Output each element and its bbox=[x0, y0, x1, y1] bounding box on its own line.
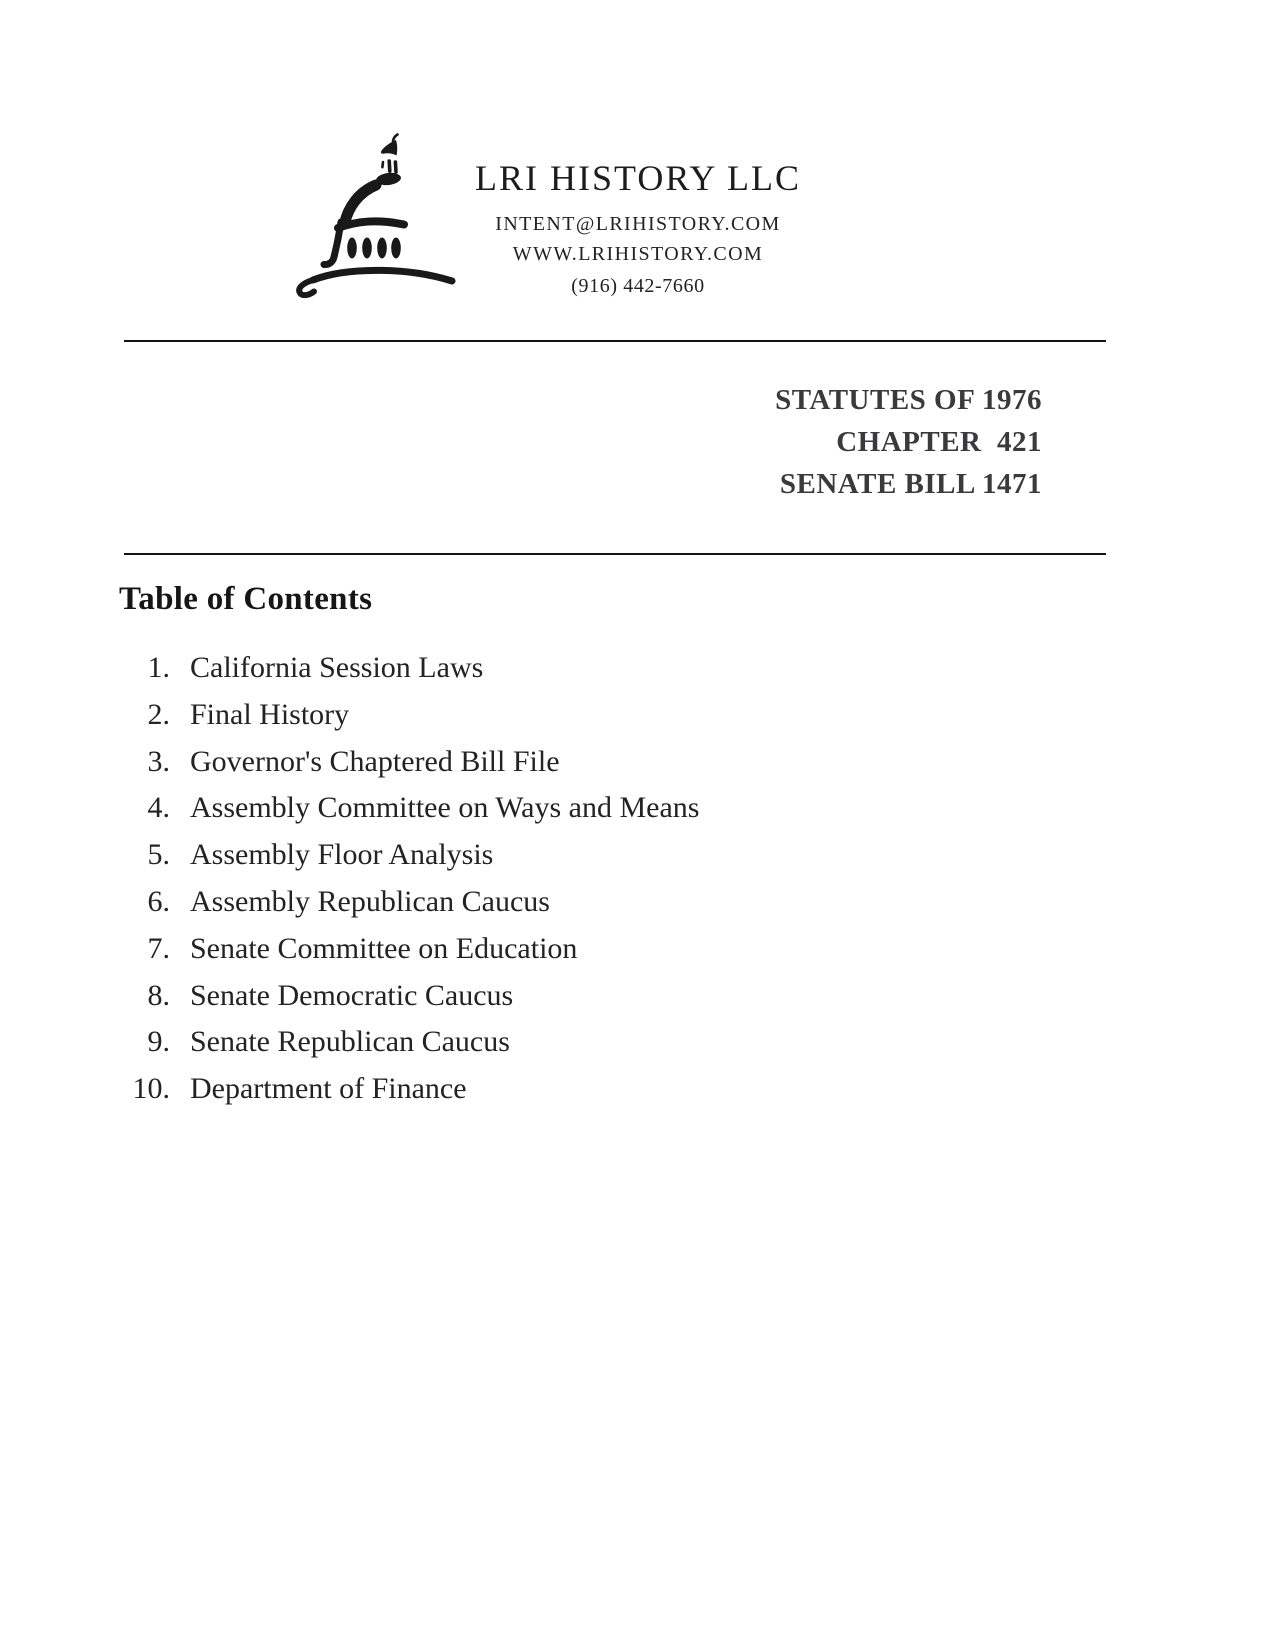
toc-item-label: California Session Laws bbox=[190, 651, 484, 684]
toc-item-number: 6. bbox=[147, 884, 170, 918]
toc-item-label: Senate Republican Caucus bbox=[190, 1025, 510, 1059]
toc-item bbox=[108, 839, 699, 886]
toc-item-label: Senate Committee on Education bbox=[190, 931, 578, 965]
toc-item bbox=[108, 1026, 699, 1073]
company-phone: (916) 442-7660 bbox=[571, 275, 705, 297]
toc-heading: Table of Contents bbox=[119, 581, 373, 617]
statutes-line: STATUTES OF 1976 bbox=[775, 384, 1042, 416]
toc-item-number: 8. bbox=[147, 978, 170, 1012]
toc-item-number: 4. bbox=[147, 791, 170, 825]
letterhead bbox=[437, 158, 839, 298]
toc-item-number: 10. bbox=[132, 1072, 170, 1106]
capitol-dome-icon bbox=[289, 119, 461, 301]
toc-item-number: 2. bbox=[147, 697, 170, 731]
company-website: WWW.LRIHISTORY.COM bbox=[512, 243, 764, 265]
toc-item-number: 9. bbox=[147, 1025, 170, 1059]
toc-item bbox=[108, 746, 699, 793]
divider-bottom bbox=[124, 553, 1106, 555]
toc-item bbox=[108, 933, 699, 980]
toc-item bbox=[108, 652, 699, 699]
toc-list bbox=[108, 652, 699, 1120]
toc-item bbox=[108, 699, 699, 746]
toc-item-number: 3. bbox=[147, 744, 170, 778]
divider-top bbox=[124, 340, 1106, 342]
toc-item bbox=[108, 792, 699, 839]
company-name: LRI HISTORY LLC bbox=[474, 158, 801, 198]
toc-item-number: 1. bbox=[147, 651, 170, 684]
capitol-dome-logo bbox=[289, 119, 461, 301]
toc-item-label: Department of Finance bbox=[190, 1072, 467, 1106]
toc-item bbox=[108, 980, 699, 1027]
toc-item-label: Assembly Committee on Ways and Means bbox=[190, 791, 700, 825]
toc-item bbox=[108, 1073, 699, 1120]
toc-item-label: Assembly Floor Analysis bbox=[190, 838, 494, 872]
senate-bill-line: SENATE BILL 1471 bbox=[779, 468, 1042, 500]
statute-reference-block bbox=[775, 379, 1042, 505]
chapter-line: CHAPTER 421 bbox=[836, 426, 1042, 458]
toc-item-number: 5. bbox=[147, 838, 170, 872]
toc-item bbox=[108, 886, 699, 933]
toc-item-number: 7. bbox=[147, 931, 170, 965]
toc-item-label: Final History bbox=[190, 697, 350, 731]
toc-item-label: Senate Democratic Caucus bbox=[190, 978, 514, 1012]
toc-item-label: Governor's Chaptered Bill File bbox=[190, 744, 560, 778]
toc-item-label: Assembly Republican Caucus bbox=[190, 884, 550, 918]
company-email: INTENT@LRIHISTORY.COM bbox=[495, 213, 781, 235]
